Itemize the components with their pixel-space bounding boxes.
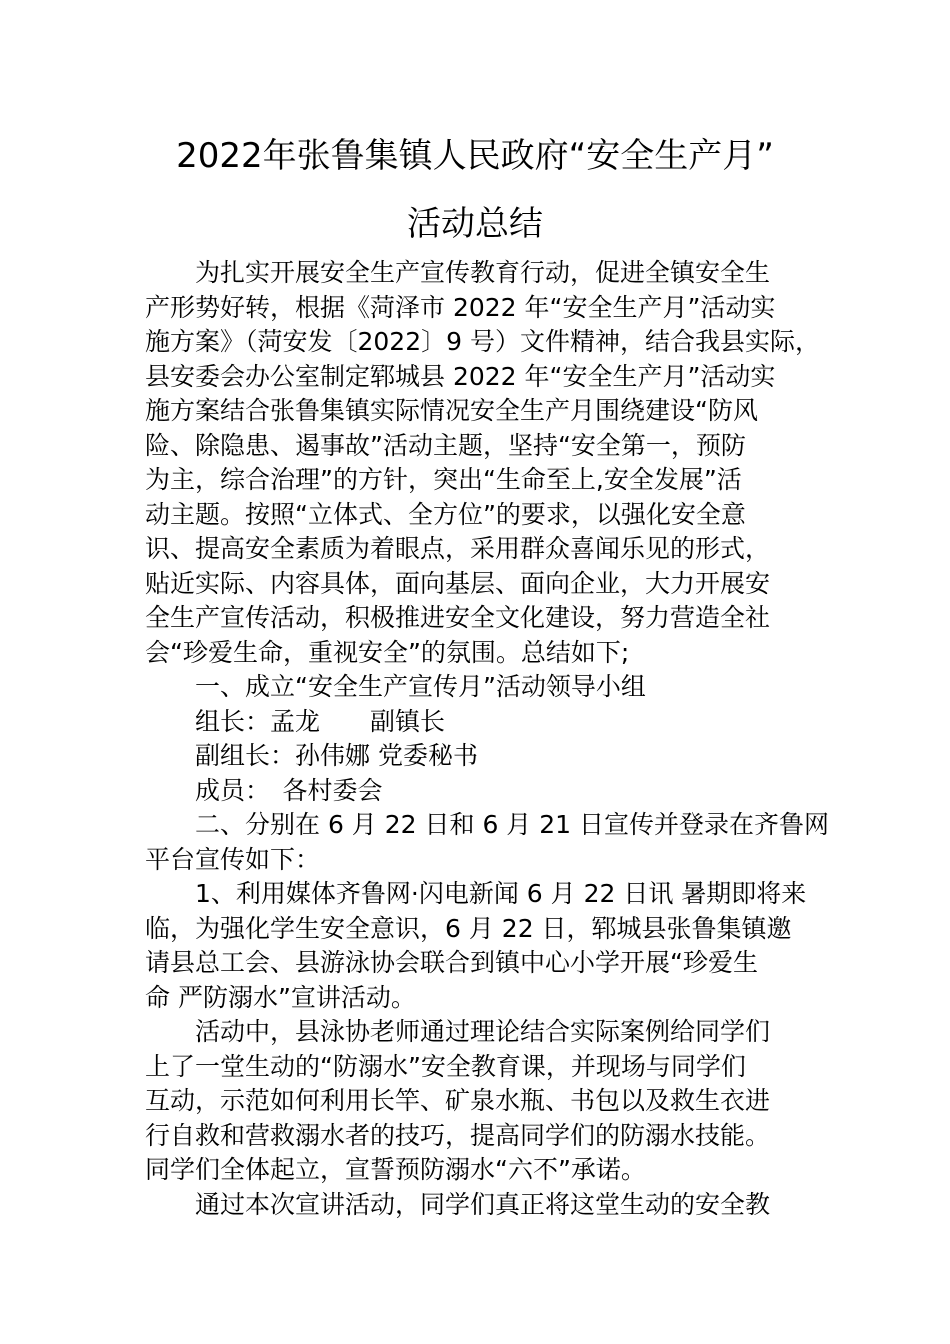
text-line: 施方案》（菏安发〔2022〕9 号）文件精神，结合我县实际， — [145, 327, 820, 356]
text-line: 二、分别在 6 月 22 日和 6 月 21 日宣传并登录在齐鲁网 — [195, 810, 830, 839]
text-line: 成员： 各村委会 — [195, 775, 383, 805]
text-line: 同学们全体起立，宣誓预防溺水“六不”承诺。 — [145, 1155, 646, 1184]
text-line: 施方案结合张鲁集镇实际情况安全生产月围绕建设“防风 — [145, 396, 758, 425]
document-title-line-2: 活动总结 — [407, 204, 543, 244]
text-line: 险、除隐患、遏事故”活动主题，坚持“安全第一，预防 — [145, 430, 746, 460]
text-line: 产形势好转，根据《菏泽市 2022 年“安全生产月”活动实 — [145, 292, 776, 322]
text-line: 1、利用媒体齐鲁网·闪电新闻 6 月 22 日讯 暑期即将来 — [195, 879, 807, 908]
text-line: 县安委会办公室制定郓城县 2022 年“安全生产月”活动实 — [145, 361, 776, 391]
text-line: 动主题。按照“立体式、全方位”的要求，以强化安全意 — [145, 499, 746, 529]
text-line: 上了一堂生动的“防溺水”安全教育课，并现场与同学们 — [145, 1051, 746, 1081]
text-line: 为主，综合治理”的方针，突出“生命至上,安全发展”活 — [145, 465, 742, 494]
text-line: 行自救和营救溺水者的技巧，提高同学们的防溺水技能。 — [145, 1120, 771, 1150]
text-line: 全生产宣传活动，积极推进安全文化建设，努力营造全社 — [145, 603, 771, 632]
text-line: 临，为强化学生安全意识，6 月 22 日，郓城县张鲁集镇邀 — [145, 913, 792, 943]
text-line: 互动，示范如何利用长竿、矿泉水瓶、书包以及救生衣进 — [145, 1086, 771, 1115]
text-line: 命 严防溺水”宣讲活动。 — [145, 982, 416, 1012]
text-line: 为扎实开展安全生产宣传教育行动，促进全镇安全生 — [195, 258, 771, 287]
text-line: 通过本次宣讲活动，同学们真正将这堂生动的安全教 — [195, 1189, 771, 1219]
text-line: 贴近实际、内容具体，面向基层、面向企业，大力开展安 — [145, 568, 771, 598]
document-title-line-1: 2022年张鲁集镇人民政府“安全生产月” — [176, 136, 774, 176]
text-line: 会“珍爱生命，重视安全”的氛围。总结如下; — [145, 637, 630, 667]
document-body — [145, 256, 835, 1222]
text-line: 请县总工会、县游泳协会联合到镇中心小学开展“珍爱生 — [145, 948, 758, 977]
text-line: 活动中，县泳协老师通过理论结合实际案例给同学们 — [195, 1017, 771, 1046]
text-line: 组长：孟龙 副镇长 — [195, 706, 446, 736]
text-line: 平台宣传如下： — [145, 844, 321, 874]
text-line: 副组长：孙伟娜 党委秘书 — [195, 741, 478, 770]
text-line: 一、成立“安全生产宣传月”活动领导小组 — [195, 672, 646, 701]
text-line: 识、提高安全素质为着眼点，采用群众喜闻乐见的形式， — [145, 534, 771, 563]
